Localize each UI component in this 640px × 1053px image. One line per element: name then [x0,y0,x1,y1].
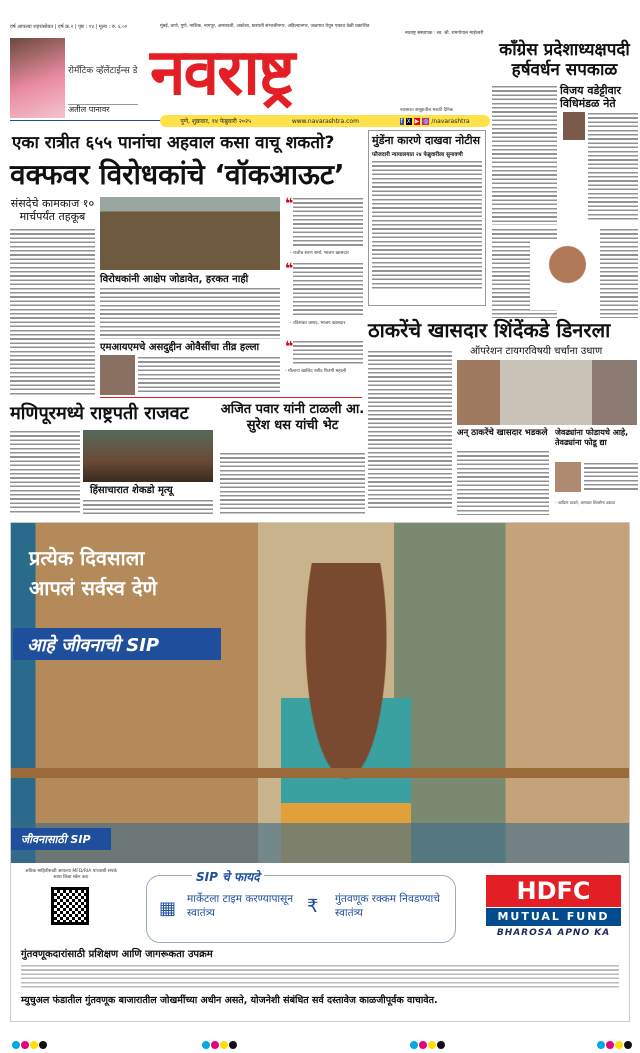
hdfc-ad[interactable] [10,522,630,1022]
benefits-title: SIP चे फायदे [192,868,264,885]
thackeray-headline: ठाकरेंचे खासदार शिंदेंकडे डिनरला [368,318,611,342]
divider [100,397,362,398]
lead-sub1-body [100,287,280,339]
issue-date: पुणे, शुक्रवार, १४ फेब्रुवारी २०२५ [180,118,252,125]
congress-sub: विजय वडेट्टीवार विधिमंडळ नेते [560,84,622,110]
masthead-logo: नवराष्ट्र [150,36,294,110]
thackeray-body [368,350,452,510]
owaisi-photo [100,355,135,395]
rupee-hand-icon: ₹ [307,896,319,917]
edu-title: गुंतवणूकदारांसाठी प्रशिक्षण आणि जागरूकता उपक्रम [21,949,213,960]
quote-icon: ❝ [285,261,294,277]
date-bar [160,115,490,127]
social-links[interactable]: f X ▶ ◎ /navarashtra [400,117,470,125]
cities-line: मुंबई, ठाणे, पुणे, नाशिक, नागपूर, अमरावती, अकोला, छत्रपती संभाजीनगर, अहिल्यानगर, जळगाव येथून एकाच वेळी प्रकाशित [160,24,370,29]
bus-rail [11,768,629,778]
qr-text: अधिक माहितीसाठी आपल्या MFD/RIA यांच्याशी संपर्क साधा किंवा स्कॅन करा [25,869,117,880]
hdfc-logo: HDFC [486,875,621,907]
quote2-by: - रविशंकर प्रसाद, भाजप खासदार [290,321,346,326]
quote1-by: - राजीव शरण शर्मा, भाजप खासदार [290,251,349,256]
congress-body-4 [600,228,638,318]
congress-body [492,85,557,225]
lead-body [10,228,95,396]
ajit-body [220,452,365,515]
x-icon[interactable]: X [406,117,411,125]
lead-side-title: संसदेचे कामकाज १० मार्चपर्यंत तहकूब [10,197,95,223]
notice-headline: मुंडेंना कारणे दाखवा नोटीस [372,134,481,147]
calendar-icon: ▦ [159,898,177,919]
instagram-icon[interactable]: ◎ [423,117,429,125]
benefit1: मार्केटला टाइम करण्यापासून स्वातंत्र्य [187,893,294,919]
thackeray-photos [457,360,637,425]
manipur-body [10,430,80,515]
thackeray-side2: जेवढ्यांना फोडायचे आहे, तेवढ्यांना फोडू द्या [555,428,629,447]
color-registration-marks [202,1034,238,1053]
edition-info: वर्ष आपल्या शहरासोबत | वर्ष क्र.२ | पृष्ठ : १४ | मूल्य : रु. ६.०० [10,24,128,30]
facebook-icon[interactable]: f [400,117,403,125]
lead-sub2-body [138,356,280,394]
sapkal-photo [530,240,605,310]
ad-tag: जीवनासाठी SIP [11,828,111,850]
quote2-body [293,262,363,317]
lead-kicker: एका रात्रीत ६५५ पानांचा अहवाल कसा वाचू शकतो? [12,133,335,153]
congress-body-2 [588,112,638,222]
hdfc-mf: MUTUAL FUND [486,908,621,926]
founder-line: नवराष्ट्र संस्थापक : स्व. श्री. रामगोपाल माहेश्वरी [405,31,484,36]
ad-disclaimer: म्युचुअल फंडातील गुंतवणूक बाजारातील जोखमींच्या अधीन असते, योजनेशी संबंधित सर्व दस्तावेज काळजीपूर्वक वाचावेत. [21,995,438,1006]
hdfc-slogan: BHAROSA APNO KA [496,928,611,938]
wadettiwar-photo [563,112,585,140]
notice-box [368,130,486,306]
notice-sub: फौजदारी न्यायालयात २४ फेब्रुवारीला सुनावणी [372,152,463,158]
aaditya-photo [555,462,581,492]
thackeray-side2-body [584,462,638,492]
manipur-caption-body [83,499,213,516]
quote-icon: ❝ [285,196,294,212]
promo-title[interactable]: रोमँटिक व्हॅलेंटाईन्स डे [68,66,138,76]
ajit-headline: अजित पवार यांनी टाळली आ. सुरेश धस यांची भेट [220,402,365,433]
color-registration-marks [410,1034,446,1053]
lead-headline: वक्फवर विरोधकांचे ‘वॉकआऊट’ [10,158,345,191]
lead-sub2: एमआयएमचे असदुद्दीन ओवैसींचा तीव्र हल्ला [100,342,260,353]
woman-figure [281,563,411,863]
quote3-by: - मौलाना खालिद रशीद फिरंगी महाली [285,369,347,374]
manipur-photo [83,430,213,482]
qr-code[interactable] [51,887,89,925]
ad-photo [11,523,629,863]
website-link[interactable]: www.navarashtra.com [291,117,359,125]
quote3-body [293,340,363,365]
congress-headline: काँग्रेस प्रदेशाध्यक्षपदी हर्षवर्धन सपकाळ [499,40,630,80]
quote1-body [293,197,363,247]
thackeray-sub: ऑपरेशन टायगरविषयी चर्चांना उधाण [470,346,603,357]
sip-benefits-box [146,870,456,943]
youtube-icon[interactable]: ▶ [414,117,420,125]
quote-icon: ❝ [285,339,294,355]
manipur-caption: हिंसाचारात शेकडो मृत्यू [90,485,173,496]
promo-photo [10,38,65,118]
benefit2: गुंतवणूक रक्कम निवडण्याचे स्वातंत्र्य [335,893,440,919]
tagline: नवभारत समूहातील मराठी दैनिक [400,108,454,113]
lead-sub1: विरोधकांनी आक्षेप जोडावेत, हरकत नाही [100,274,249,285]
color-registration-marks [12,1034,48,1053]
color-registration-marks [597,1034,633,1053]
ad-line3: आहे जीवनाची SIP [13,628,221,660]
edu-fineprint [21,964,619,990]
manipur-headline: मणिपूरमध्ये राष्ट्रपती राजवट [10,403,189,424]
ad-line2: आपलं सर्वस्व देणे [29,576,157,600]
parliament-photo [100,197,280,270]
promo-author: अतील पानावर [68,104,138,115]
thackeray-side2-by: - आदित्य ठाकरे, आमदार शिवसेना उबाठा [555,500,615,505]
notice-body [372,160,482,290]
thackeray-side1-body [457,450,549,515]
thackeray-side1: अन् ठाकरेंचे खासदार भडकले [457,428,548,438]
ad-line1: प्रत्येक दिवसाला [29,546,145,570]
